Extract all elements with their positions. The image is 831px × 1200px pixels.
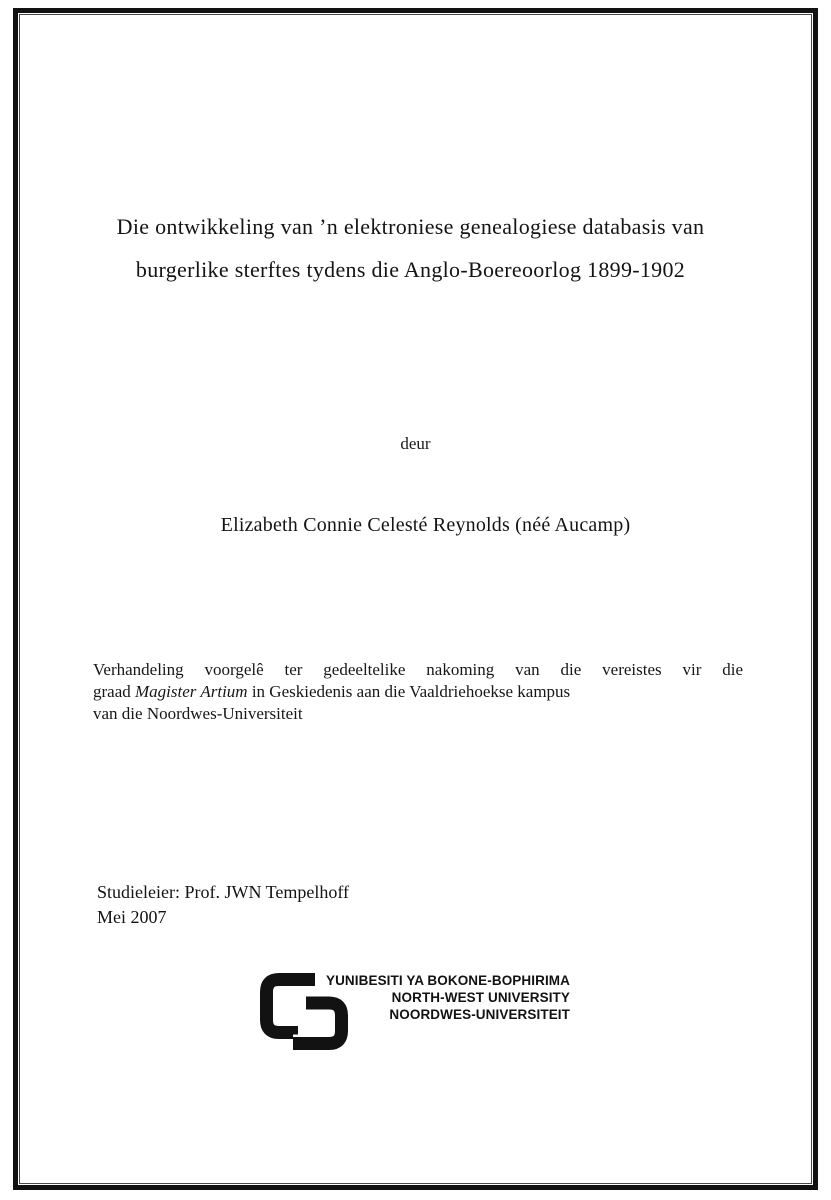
declaration-line2 xyxy=(93,681,743,703)
page-border-outer xyxy=(13,8,818,1190)
thesis-title xyxy=(20,205,801,291)
supervisor-block xyxy=(97,880,349,930)
logo-line-afrikaans: NOORDWES-UNIVERSITEIT xyxy=(389,1007,570,1022)
degree-declaration xyxy=(93,659,743,725)
declaration-line1: Verhandeling voorgelê ter gedeeltelike nakoming van die vereistes vir die xyxy=(93,660,743,679)
thesis-title-line1: Die ontwikkeling van ’n elektroniese genealogiese databasis van xyxy=(116,214,705,239)
logo-line-english: NORTH-WEST UNIVERSITY xyxy=(391,990,570,1005)
declaration-line2-pre: graad xyxy=(93,682,136,701)
date-line: Mei 2007 xyxy=(97,907,167,927)
byline: deur xyxy=(400,434,431,453)
declaration-line2-post: in Geskiedenis aan die Vaaldriehoekse kampus xyxy=(247,682,571,701)
thesis-title-line2: burgerlike sterftes tydens die Anglo-Boereoorlog 1899-1902 xyxy=(135,257,686,282)
degree-name-italic: Magister Artium xyxy=(135,682,248,701)
logo-line-setswana: YUNIBESITI YA BOKONE-BOPHIRIMA xyxy=(325,973,570,988)
university-logo-text xyxy=(318,972,570,1023)
page-content xyxy=(20,15,811,1183)
page-border-inner xyxy=(19,14,812,1184)
author-name: Elizabeth Connie Celesté Reynolds (néé Aucamp) xyxy=(220,514,631,536)
declaration-line3: van die Noordwes-Universiteit xyxy=(93,704,303,723)
supervisor-line: Studieleier: Prof. JWN Tempelhoff xyxy=(97,882,350,902)
university-logo xyxy=(258,969,594,1053)
